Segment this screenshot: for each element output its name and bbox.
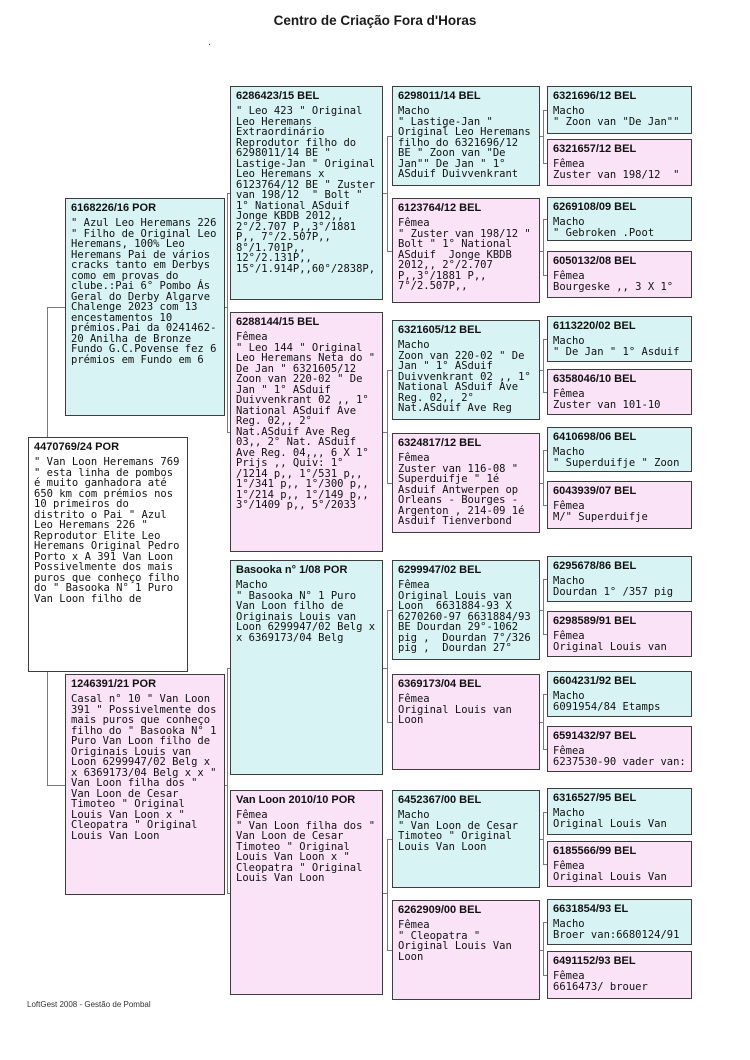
connector-line	[387, 610, 388, 722]
connector-line	[227, 193, 228, 432]
sex-label: Macho	[236, 579, 268, 591]
connector-line	[543, 975, 547, 976]
sex-label: Fêmea	[553, 500, 585, 512]
sex-label: Fêmea	[236, 809, 268, 821]
pedigree-box-6050132-08-bel	[547, 251, 692, 298]
pedigree-box-6358046-10-bel	[547, 369, 692, 415]
pedigree-notes: Bourgeske ,, 3 X 1°	[553, 280, 674, 293]
pedigree-notes: Original Louis van	[553, 640, 667, 653]
sex-label: Fêmea	[553, 745, 585, 757]
pedigree-notes: " De Jan " 1° Asduif	[553, 345, 680, 358]
pedigree-notes: " Zuster van 198/12 " Bolt " 1° National ASduif Jonge KBDB 2012,, 2°/2.707 P,,3°/1881 P,, 7°/2.507P,,	[398, 227, 538, 292]
ring-number: 6288144/15 BEL	[236, 316, 320, 328]
pedigree-box-6324817-12-bel	[392, 433, 540, 533]
ring-number: 6410698/06 BEL	[553, 431, 637, 443]
connector-line	[387, 136, 392, 137]
pedigree-box-6113220-02-bel	[547, 316, 692, 362]
sex-label: Macho	[398, 339, 430, 351]
connector-line	[543, 110, 544, 163]
connector-line	[47, 672, 48, 785]
connector-line	[387, 370, 392, 371]
connector-line	[47, 307, 65, 308]
sex-label: Macho	[553, 575, 585, 587]
connector-line	[543, 163, 547, 164]
connector-line	[543, 339, 544, 392]
connector-line	[387, 610, 392, 611]
pedigree-notes: " Basooka N° 1 Puro Van Loon filho de Originais Louis van Loon 6299947/02 Belg x x 6369173/04 Belg	[236, 589, 382, 644]
ring-number: 6321657/12 BEL	[553, 143, 637, 155]
pedigree-notes: " Van Loon Heremans 769 " esta linha de pombos é muito ganhadora até 650 km com prémios nos 10 primeiros do distrito o Pai " Azul Leo Heremans 226 " Reprodutor Elite Leo Heremans Original Pedro Porto x A 391 Van Loon Possivelmente dos mais puros que conheço filho do " Basooka N° 1 Puro Van Loon filho de	[34, 456, 186, 605]
pedigree-box-6452367-00-bel	[392, 790, 540, 888]
pedigree-box-6043939-07-bel	[547, 481, 692, 529]
sex-label: Macho	[553, 807, 585, 819]
sex-label: Macho	[553, 918, 585, 930]
connector-line	[543, 922, 544, 975]
sex-label: Macho	[553, 690, 585, 702]
pedigree-box-6262909-00-bel	[392, 900, 540, 1000]
ring-number: 6631854/93 EL	[553, 903, 629, 915]
pedigree-box-6631854-93-el	[547, 899, 692, 945]
pedigree-notes: Broer van:6680124/91	[553, 928, 680, 941]
pedigree-notes: " Gebroken .Poot	[553, 226, 655, 239]
ring-number: 6321696/12 BEL	[553, 90, 637, 102]
pedigree-box-6286423-15-bel	[230, 86, 383, 300]
connector-line	[227, 668, 228, 893]
ring-number: 6043939/07 BEL	[553, 485, 637, 497]
ring-number: Van Loon 2010/10 POR	[236, 794, 356, 806]
pedigree-notes: " Van Loon filha dos " Van Loon de Cesar Timoteo " Original Louis Van Loon x " Cleopatra " Original Louis Van Loon	[236, 819, 382, 884]
ring-number: 6262909/00 BEL	[398, 904, 482, 916]
sex-label: Macho	[398, 105, 430, 117]
sex-label: Fêmea	[398, 452, 430, 464]
pedigree-notes: Original Louis Van	[553, 870, 667, 883]
connector-line	[543, 634, 547, 635]
pedigree-box-6321605-12-bel	[392, 320, 540, 420]
pedigree-box-6591432-97-bel	[547, 726, 692, 772]
pedigree-box-6185566-99-bel	[547, 841, 692, 887]
ring-number: 6123764/12 BEL	[398, 202, 482, 214]
connector-line	[543, 749, 547, 750]
pedigree-notes: Zuster van 198/12 "	[553, 168, 680, 181]
connector-line	[543, 219, 547, 220]
connector-line	[543, 505, 547, 506]
pedigree-box-basooka-n-1-08-por	[230, 560, 383, 775]
ring-number: 6299947/02 BEL	[398, 564, 482, 576]
connector-line	[543, 275, 547, 276]
sex-label: Fêmea	[236, 331, 268, 343]
connector-line	[387, 722, 392, 723]
pedigree-box-6316527-95-bel	[547, 788, 692, 835]
pedigree-notes: " Superduifje " Zoon	[553, 456, 680, 469]
connector-line	[543, 219, 544, 275]
ring-number: 4470769/24 POR	[34, 441, 120, 453]
connector-line	[227, 668, 230, 669]
pedigree-notes: Original Louis Van	[553, 817, 667, 830]
pedigree-notes: 6237530-90 vader van:	[553, 755, 686, 768]
connector-line	[543, 922, 547, 923]
pedigree-box-6295678-86-bel	[547, 556, 692, 602]
connector-line	[543, 812, 544, 864]
connector-line	[543, 450, 544, 505]
pedigree-notes: Original Louis van Loon 6631884-93 X 6270260-97 6631884/93 BE Dourdan 29°-1062 pig , Dourdan 7°/326 pig , Dourdan 27°	[398, 589, 538, 654]
connector-line	[543, 694, 544, 749]
pedigree-box-van-loon-2010-10-por	[230, 790, 383, 995]
ring-number: 6298589/91 BEL	[553, 615, 637, 627]
connector-line	[387, 950, 392, 951]
sex-label: Fêmea	[398, 919, 430, 931]
connector-line	[387, 839, 392, 840]
sex-label: Fêmea	[553, 860, 585, 872]
pedigree-notes: Zoon van 220-02 " De Jan " 1° ASduif Duivvenkrant 02 ,, 1° National ASduif Ave Reg. 02,, 2° Nat.ASduif Ave Reg	[398, 349, 538, 414]
pedigree-notes: " Leo 144 " Original Leo Heremans Neta do " De Jan " 6321605/12 Zoon van 220-02 " De Jan " 1° ASduif Duivvenkrant 02 ,, 1° National ASduif Ave Reg. 02,, 2° Nat.ASduif Ave Reg 03,, 2° Nat. ASduif Ave Reg. 04,,, 6 X 1° Prijs ,, Quiv: 1° /1214 p,, 1°/531 p,, 1°/341 p,, 1°/300 p,, 1°/214 p,, 1°/149 p,, 3°/1409 p,, 5°/2033	[236, 341, 382, 511]
connector-line	[227, 193, 230, 194]
pedigree-notes: " Cleopatra " Original Louis Van Loon	[398, 929, 519, 963]
pedigree-notes: Original Louis van Loon	[398, 703, 519, 726]
sex-label: Fêmea	[398, 579, 430, 591]
ring-number: 6491152/93 BEL	[553, 955, 636, 967]
pedigree-notes: " Azul Leo Heremans 226 " Filho de Original Leo Heremans, 100% Leo Heremans Pai de vários cracks tanto em Derbys como em provas do clube.:Pai 6° Pombo Ás Geral do Derby Algarve Chalenge 2023 com 13 encestamentos 10 prémios.Pai da 0241462-20 Anilha de Bronze Fundo G.C.Povense fez 6 prémios em Fundo em 6	[71, 217, 223, 366]
connector-line	[47, 307, 48, 437]
pedigree-box-6168226-16-por	[65, 198, 225, 416]
pedigree-box-6369173-04-bel	[392, 674, 540, 770]
connector-line	[47, 785, 65, 786]
connector-line	[387, 839, 388, 950]
pedigree-notes: M/" Superduifje	[553, 510, 648, 523]
pedigree-box-6491152-93-bel	[547, 951, 692, 999]
pedigree-box-1246391-21-por	[65, 674, 225, 895]
pedigree-box-6298011-14-bel	[392, 86, 540, 186]
ring-number: 6452367/00 BEL	[398, 794, 482, 806]
pedigree-notes: " Leo 423 " Original Leo Heremans Extraordinário Reprodutor filho do 6298011/14 BE " Lastige-Jan " Original Leo Heremans x 6123764/12 BE " Zuster van 198/12 " Bolt " 1° National ASduif Jonge KBDB 2012,, 2°/2.707 P,,3°/1881 P,, 7°/2.507P,, 8°/1.701P,, 12°/2.131P,, 15°/1.914P,,60°/2838P,	[236, 105, 382, 275]
ring-number: 6324817/12 BEL	[398, 437, 482, 449]
pedigree-notes: Dourdan 1° /357 pig	[553, 585, 674, 598]
connector-line	[543, 812, 547, 813]
pedigree-notes: Zuster van 101-10	[553, 398, 661, 411]
ring-number: 6295678/86 BEL	[553, 560, 637, 572]
connector-line	[543, 392, 547, 393]
page-title: Centro de Criação Fora d'Horas	[273, 13, 477, 28]
ring-number: 6321605/12 BEL	[398, 324, 482, 336]
ring-number: 6168226/16 POR	[71, 202, 157, 214]
pedigree-box-6298589-91-bel	[547, 611, 692, 657]
pedigree-notes: Zuster van 116-08 " Superduifje " 1é Asduif Antwerpen op Orleans - Bourges - Argenton , 214-09 1é Asduif Tienverbond	[398, 462, 531, 527]
ring-number: 1246391/21 POR	[71, 678, 157, 690]
connector-line	[543, 579, 547, 580]
connector-line	[543, 694, 547, 695]
pedigree-notes: 6616473/ brouer	[553, 980, 648, 993]
pedigree-box-6123764-12-bel	[392, 198, 540, 303]
ring-number: 6298011/14 BEL	[398, 90, 481, 102]
sex-label: Fêmea	[398, 217, 430, 229]
connector-line	[387, 251, 392, 252]
ring-number: Basooka n° 1/08 POR	[236, 564, 348, 576]
sex-label: Macho	[398, 809, 430, 821]
pedigree-box-6299947-02-bel	[392, 560, 540, 660]
pedigree-box-6604231-92-bel	[547, 671, 692, 717]
connector-line	[227, 432, 230, 433]
pedigree-box-6321657-12-bel	[547, 139, 692, 186]
connector-line	[227, 893, 230, 894]
stray-dot-artifact: .	[208, 36, 212, 48]
ring-number: 6358046/10 BEL	[553, 373, 637, 385]
ring-number: 6050132/08 BEL	[553, 255, 637, 267]
pedigree-box-6321696-12-bel	[547, 86, 692, 134]
sex-label: Macho	[553, 216, 585, 228]
pedigree-box-6288144-15-bel	[230, 312, 383, 552]
connector-line	[387, 136, 388, 251]
connector-line	[543, 579, 544, 634]
connector-line	[543, 450, 547, 451]
connector-line	[543, 110, 547, 111]
ring-number: 6113220/02 BEL	[553, 320, 636, 332]
sex-label: Fêmea	[553, 630, 585, 642]
sex-label: Fêmea	[553, 158, 585, 170]
ring-number: 6369173/04 BEL	[398, 678, 482, 690]
pedigree-box-4470769-24-por	[28, 437, 188, 672]
connector-line	[543, 339, 547, 340]
pedigree-box-6410698-06-bel	[547, 427, 692, 472]
sex-label: Macho	[553, 446, 585, 458]
sex-label: Fêmea	[398, 693, 430, 705]
ring-number: 6604231/92 BEL	[553, 675, 637, 687]
ring-number: 6185566/99 BEL	[553, 845, 637, 857]
pedigree-notes: " Van Loon de Cesar Timoteo " Original Louis Van Loon	[398, 819, 525, 853]
pedigree-notes: 6091954/84 Etamps	[553, 700, 661, 713]
ring-number: 6269108/09 BEL	[553, 201, 637, 213]
ring-number: 6591432/97 BEL	[553, 730, 637, 742]
connector-line	[543, 864, 547, 865]
pedigree-notes: Casal n° 10 " Van Loon 391 " Possivelmente dos mais puros que conheço filho do " Basooka N° 1 Puro Van Loon filho de Originais Louis van Loon 6299947/02 Belg x x 6369173/04 Belg x x " Van Loon filha dos " Van Loon de Cesar Timoteo " Original Louis Van Loon x " Cleopatra " Original Louis Van Loon	[71, 693, 223, 842]
pedigree-box-6269108-09-bel	[547, 197, 692, 241]
sex-label: Macho	[553, 335, 585, 347]
connector-line	[387, 483, 392, 484]
pedigree-notes: " Zoon van "De Jan""	[553, 115, 680, 128]
ring-number: 6316527/95 BEL	[553, 792, 637, 804]
sex-label: Macho	[553, 105, 585, 117]
sex-label: Fêmea	[553, 270, 585, 282]
footer-brand: LoftGest 2008 - Gestão de Pombal	[27, 1000, 151, 1009]
sex-label: Fêmea	[553, 970, 585, 982]
pedigree-notes: " Lastige-Jan " Original Leo Heremans filho do 6321696/12 BE " Zoon van "De Jan"" De Jan " 1° ASduif Duivvenkrant	[398, 115, 538, 180]
sex-label: Fêmea	[553, 388, 585, 400]
connector-line	[387, 370, 388, 483]
ring-number: 6286423/15 BEL	[236, 90, 320, 102]
